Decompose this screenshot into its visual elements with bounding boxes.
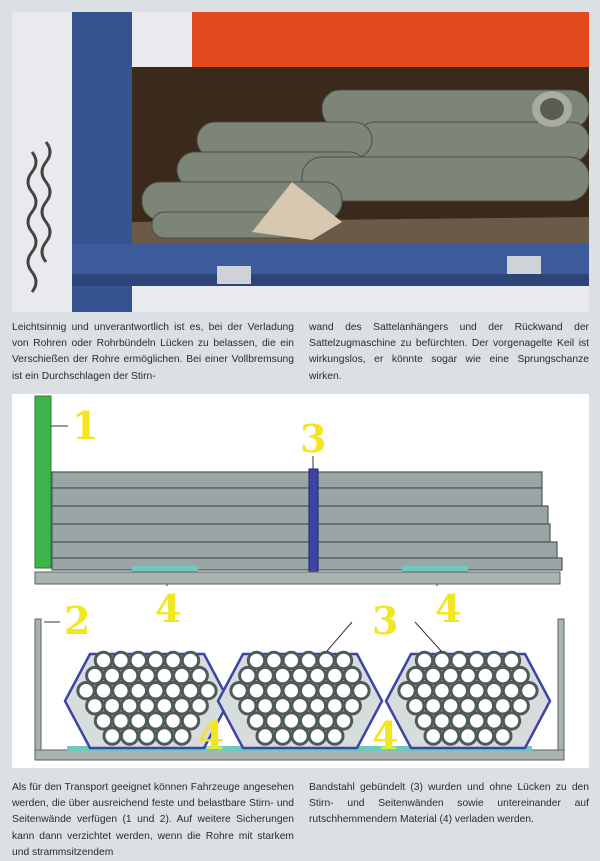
label-2: 2: [64, 598, 91, 643]
pipe-cross-section: [425, 667, 441, 683]
pipe-cross-section: [182, 713, 198, 729]
pipe-cross-section: [460, 667, 476, 683]
pipe-cross-section: [442, 667, 458, 683]
caption-bottom-right: Bandstahl gebündelt (3) wurden und ohne Lücken zu den Stirn- und Seitenwänden sowie untereinander auf rutschhemmendem Material (4) verladen werden.: [309, 782, 589, 826]
pipe-cross-section: [309, 728, 325, 744]
pipe-cross-section: [274, 667, 290, 683]
pipe-cross-section: [156, 698, 172, 714]
pipe-cross-section: [292, 728, 308, 744]
pipe-cross-section: [495, 667, 511, 683]
pipe-cross-section: [283, 683, 299, 699]
pipe-cross-section: [266, 683, 282, 699]
side-wall-left: [35, 619, 41, 759]
pipe-cross-section: [257, 698, 273, 714]
pipe-cross-section: [495, 698, 511, 714]
loading-diagram: [12, 394, 589, 768]
pipe-cross-section: [434, 683, 450, 699]
pipe-cross-section: [95, 683, 111, 699]
pipe-cross-section: [486, 652, 502, 668]
pipe-cross-section: [248, 683, 264, 699]
pipe-cross-section: [416, 652, 432, 668]
pipe-cross-section: [451, 652, 467, 668]
pipe-cross-section: [512, 698, 528, 714]
pipe-cross-section: [248, 713, 264, 729]
pipe-cross-section: [344, 667, 360, 683]
pipe-cross-section: [231, 683, 247, 699]
pipe-cross-section: [327, 698, 343, 714]
pipe-cross-section: [460, 728, 476, 744]
pipe-cross-section: [283, 713, 299, 729]
pipe-cross-section: [292, 667, 308, 683]
pipe-cross-section: [113, 683, 129, 699]
pipe-cross-section: [512, 667, 528, 683]
caption-top-right: wand des Sattelanhängers und der Rückwand der Sattelzugmaschine zu befürchten. Der vorgenagelte Keil ist wirkungslos, er könnte sogar wie eine Sprungschanze wirken.: [309, 322, 589, 382]
pipe-cross-section: [425, 698, 441, 714]
side-wall-right: [558, 619, 564, 759]
pipe-cross-section: [274, 698, 290, 714]
pipe-cross-section: [301, 652, 317, 668]
headboard-wall: [35, 396, 51, 568]
pipe-cross-section: [191, 698, 207, 714]
pipe-cross-section: [104, 698, 120, 714]
pipe-cross-section: [503, 713, 519, 729]
pipe-cross-section: [95, 652, 111, 668]
label-4-front-right: 4: [372, 713, 399, 758]
pipe-cross-section: [399, 683, 415, 699]
pipe-cross-section: [301, 683, 317, 699]
pipe-cross-section: [78, 683, 94, 699]
pipe-cross-section: [104, 667, 120, 683]
pipe-cross-section: [240, 698, 256, 714]
pipe-cross-section: [274, 728, 290, 744]
pipe-cross-section: [266, 713, 282, 729]
trailer-pipes-photo: [12, 12, 589, 312]
pipe-cross-section: [318, 652, 334, 668]
pipe-cross-section: [327, 728, 343, 744]
label-4-front-left: 4: [198, 713, 225, 758]
pipe-cross-section: [344, 698, 360, 714]
pipe-cross-section: [477, 728, 493, 744]
pipe-cross-section: [139, 728, 155, 744]
pipe-cross-section: [292, 698, 308, 714]
pipe-cross-section: [121, 698, 137, 714]
pipe-cross-section: [130, 683, 146, 699]
pipe-cross-section: [165, 713, 181, 729]
pipe-cross-section: [200, 683, 216, 699]
pipe-cross-section: [174, 728, 190, 744]
pipe-cross-section: [240, 667, 256, 683]
pipe-cross-section: [174, 698, 190, 714]
pipe-cross-section: [139, 667, 155, 683]
pipe-cross-section: [318, 683, 334, 699]
pipe-cross-section: [309, 667, 325, 683]
pipe-cross-section: [408, 667, 424, 683]
label-4-side-left: 4: [155, 586, 182, 631]
pipe-cross-section: [148, 683, 164, 699]
pipe-cross-section: [327, 667, 343, 683]
pipe-cross-section: [156, 667, 172, 683]
pipe-cross-section: [335, 683, 351, 699]
pipe-cross-section: [318, 713, 334, 729]
pipe-cross-section: [425, 728, 441, 744]
pipe-cross-section: [486, 713, 502, 729]
pipe-cross-section: [460, 698, 476, 714]
pipe-cross-section: [434, 652, 450, 668]
steel-strap-side: [309, 469, 318, 573]
pipe-cross-section: [495, 728, 511, 744]
pipe-cross-section: [486, 683, 502, 699]
pipe-cross-section: [257, 667, 273, 683]
pipe-cross-section: [442, 698, 458, 714]
pipe-cross-section: [335, 652, 351, 668]
pipe-cross-section: [503, 652, 519, 668]
pipe-cross-section: [182, 683, 198, 699]
caption-bottom-left: Als für den Transport geeignet können Fahrzeuge angesehen werden, die über ausreichend feste und belastbare Stirn- und Seitenwände verfügen (1 und 2). Auf weitere Sicherungen kann dann verzichtet werden, wenn die Rohre mit starkem und strammsitzendem: [12, 782, 294, 858]
pipe-cross-section: [451, 713, 467, 729]
pipe-cross-section: [95, 713, 111, 729]
pipe-cross-section: [165, 683, 181, 699]
label-4-side-right: 4: [435, 586, 462, 631]
pipe-cross-section: [503, 683, 519, 699]
pipe-cross-section: [121, 728, 137, 744]
pipe-cross-section: [165, 652, 181, 668]
pipe-cross-section: [182, 652, 198, 668]
pipe-cross-section: [113, 713, 129, 729]
pipe-cross-section: [416, 683, 432, 699]
pipe-cross-section: [266, 652, 282, 668]
pipe-cross-section: [87, 667, 103, 683]
pipe-cross-section: [87, 698, 103, 714]
pipe-cross-section: [130, 713, 146, 729]
pipe-bundles: [65, 652, 550, 748]
pipe-cross-section: [408, 698, 424, 714]
pipe-cross-section: [469, 652, 485, 668]
pipe-cross-section: [257, 728, 273, 744]
pipe-cross-section: [191, 667, 207, 683]
pipe-cross-section: [434, 713, 450, 729]
pipe-cross-section: [148, 652, 164, 668]
pipe-cross-section: [451, 683, 467, 699]
pipe-cross-section: [174, 667, 190, 683]
pipe-cross-section: [335, 713, 351, 729]
pipe-cross-section: [283, 652, 299, 668]
pipe-cross-section: [121, 667, 137, 683]
pipe-cross-section: [469, 713, 485, 729]
pipe-cross-section: [477, 698, 493, 714]
pipe-cross-section: [477, 667, 493, 683]
label-3-front: 3: [372, 598, 399, 643]
pipe-cross-section: [416, 713, 432, 729]
pipe-cross-section: [309, 698, 325, 714]
pipe-cross-section: [442, 728, 458, 744]
pipe-cross-section: [113, 652, 129, 668]
label-1: 1: [72, 403, 99, 448]
pipe-cross-section: [139, 698, 155, 714]
pipe-cross-section: [104, 728, 120, 744]
label-3-side: 3: [300, 416, 327, 461]
caption-top-left: Leichtsinnig und unverantwortlich ist es, bei der Verladung von Rohren oder Rohrbündeln Lücken zu belassen, die ein Verschießen der Rohre ermöglichen. Bei einer Vollbremsung ist ein Durchschlagen der Stirn-: [12, 322, 294, 382]
pipe-cross-section: [130, 652, 146, 668]
pipe-cross-section: [353, 683, 369, 699]
pipe-cross-section: [521, 683, 537, 699]
pipe-cross-section: [469, 683, 485, 699]
pipe-cross-section: [301, 713, 317, 729]
pipe-cross-section: [248, 652, 264, 668]
pipe-cross-section: [156, 728, 172, 744]
pipe-cross-section: [148, 713, 164, 729]
